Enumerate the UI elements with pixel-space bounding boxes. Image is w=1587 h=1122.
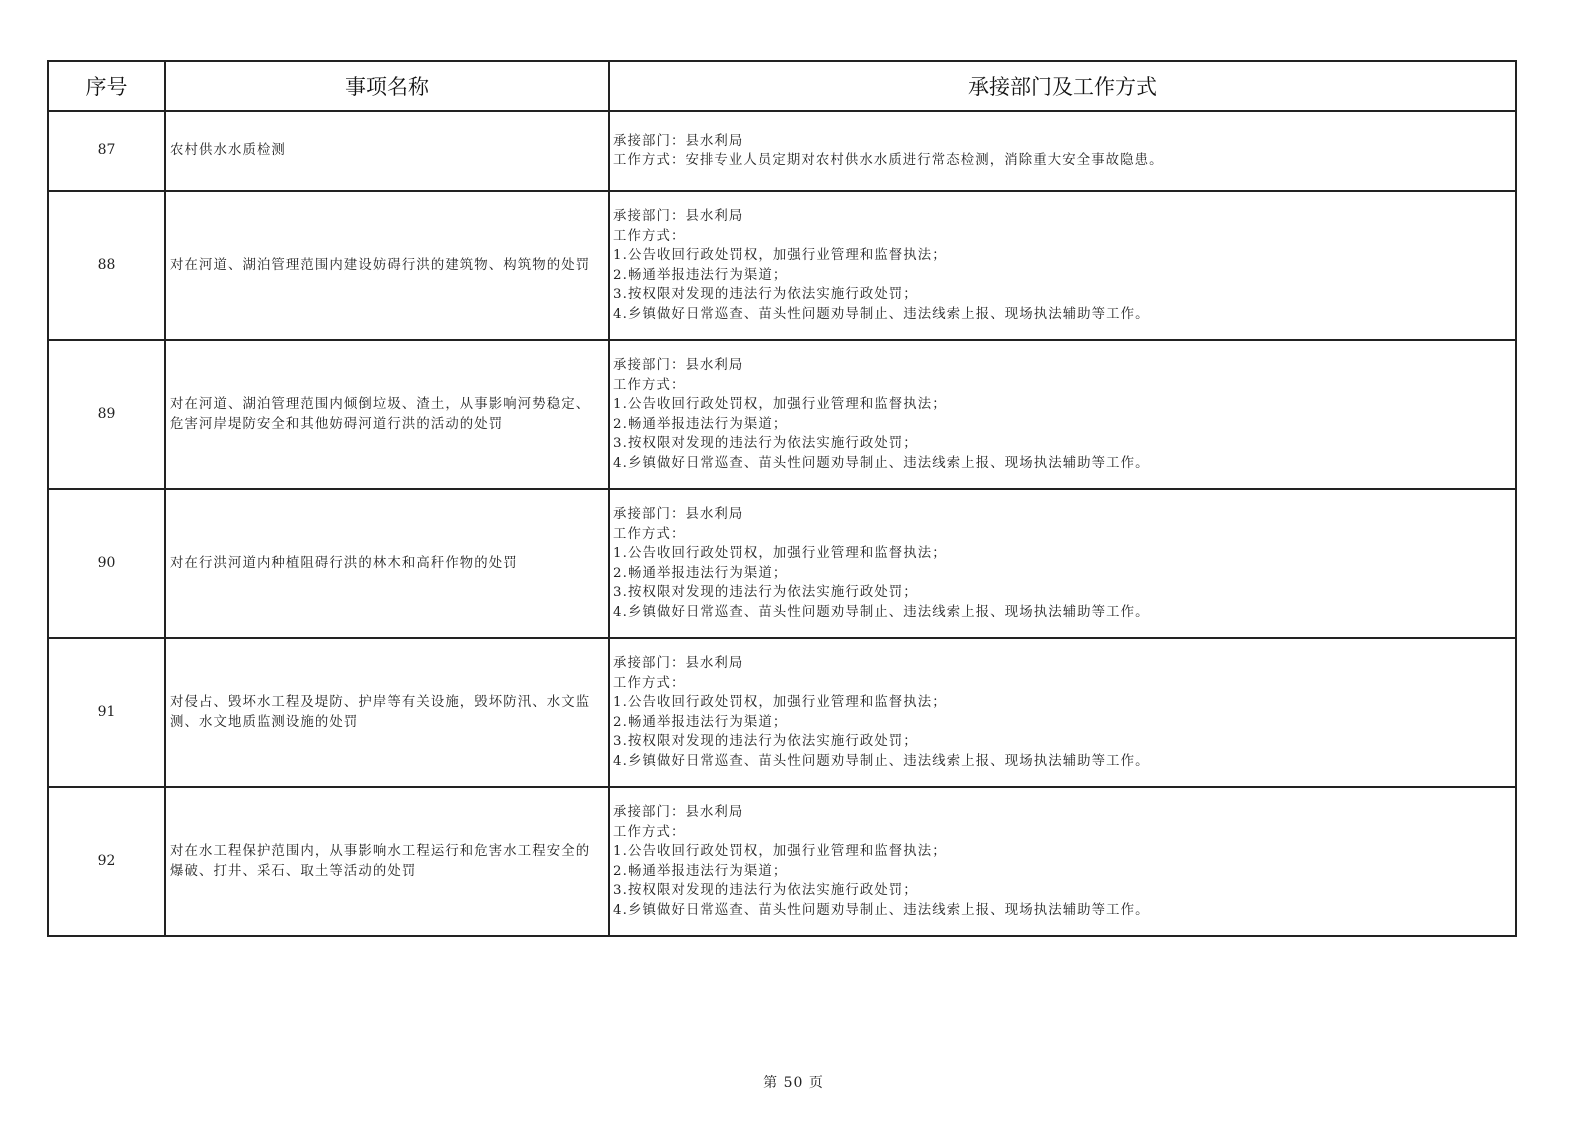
method-step-4: 4.乡镇做好日常巡查、苗头性问题劝导制止、违法线索上报、现场执法辅助等工作。 (613, 902, 1150, 918)
work-method-line: 工作方式：安排专业人员定期对农村供水水质进行常态检测，消除重大安全事故隐患。 (613, 153, 1164, 168)
method-step-2: 2.畅通举报违法行为渠道； (613, 714, 788, 730)
method-step-3: 3.按权限对发现的违法行为依法实施行政处罚； (613, 436, 918, 451)
work-method-line: 工作方式： (613, 675, 686, 691)
header-item-name: 事项名称 (165, 61, 609, 111)
method-step-1: 1.公告收回行政处罚权，加强行业管理和监督执法； (613, 844, 947, 859)
table-row (48, 191, 1516, 340)
serial-number-cell: 91 (48, 638, 165, 787)
method-step-1: 1.公告收回行政处罚权，加强行业管理和监督执法； (613, 248, 947, 263)
method-step-2: 2.畅通举报违法行为渠道； (613, 863, 788, 879)
serial-number-cell: 88 (48, 191, 165, 340)
header-row (48, 61, 1516, 111)
department-line: 承接部门：县水利局 (613, 133, 744, 149)
department-method-cell (609, 787, 1516, 936)
department-method-cell (609, 111, 1516, 191)
page-number: 第 50 页 (763, 1075, 824, 1091)
items-table (47, 60, 1517, 937)
method-step-3: 3.按权限对发现的违法行为依法实施行政处罚； (613, 287, 918, 302)
serial-number-cell: 90 (48, 489, 165, 638)
table-row (48, 787, 1516, 936)
work-method-line: 工作方式： (613, 228, 686, 244)
table-row (48, 340, 1516, 489)
item-name-cell: 对在行洪河道内种植阻碍行洪的林木和高秆作物的处罚 (165, 489, 609, 638)
department-method-cell (609, 340, 1516, 489)
header-serial-number: 序号 (48, 61, 165, 111)
serial-number-cell: 89 (48, 340, 165, 489)
item-name-cell: 对在水工程保护范围内，从事影响水工程运行和危害水工程安全的爆破、打井、采石、取土等活动的处罚 (165, 787, 609, 936)
department-method-cell (609, 489, 1516, 638)
table-row (48, 111, 1516, 191)
department-line: 承接部门：县水利局 (613, 358, 744, 373)
department-method-cell (609, 191, 1516, 340)
item-name-cell: 对在河道、湖泊管理范围内建设妨碍行洪的建筑物、构筑物的处罚 (165, 191, 609, 340)
item-name-cell: 对在河道、湖泊管理范围内倾倒垃圾、渣土，从事影响河势稳定、危害河岸堤防安全和其他妨碍河道行洪的活动的处罚 (165, 340, 609, 489)
serial-number-cell: 92 (48, 787, 165, 936)
method-step-3: 3.按权限对发现的违法行为依法实施行政处罚； (613, 734, 918, 749)
work-method-line: 工作方式： (613, 526, 686, 542)
method-step-1: 1.公告收回行政处罚权，加强行业管理和监督执法； (613, 397, 947, 412)
department-line: 承接部门：县水利局 (613, 507, 744, 522)
method-step-1: 1.公告收回行政处罚权，加强行业管理和监督执法； (613, 546, 947, 561)
method-step-1: 1.公告收回行政处罚权，加强行业管理和监督执法； (613, 695, 947, 710)
department-line: 承接部门：县水利局 (613, 805, 744, 820)
table-row (48, 638, 1516, 787)
method-step-3: 3.按权限对发现的违法行为依法实施行政处罚； (613, 883, 918, 898)
method-step-4: 4.乡镇做好日常巡查、苗头性问题劝导制止、违法线索上报、现场执法辅助等工作。 (613, 306, 1150, 322)
serial-number-cell: 87 (48, 111, 165, 191)
header-department-and-method: 承接部门及工作方式 (609, 61, 1516, 111)
method-step-4: 4.乡镇做好日常巡查、苗头性问题劝导制止、违法线索上报、现场执法辅助等工作。 (613, 753, 1150, 769)
item-name-cell: 农村供水水质检测 (165, 111, 609, 191)
method-step-3: 3.按权限对发现的违法行为依法实施行政处罚； (613, 585, 918, 600)
method-step-2: 2.畅通举报违法行为渠道； (613, 267, 788, 283)
method-step-4: 4.乡镇做好日常巡查、苗头性问题劝导制止、违法线索上报、现场执法辅助等工作。 (613, 455, 1150, 471)
department-line: 承接部门：县水利局 (613, 209, 744, 224)
method-step-2: 2.畅通举报违法行为渠道； (613, 565, 788, 581)
method-step-4: 4.乡镇做好日常巡查、苗头性问题劝导制止、违法线索上报、现场执法辅助等工作。 (613, 604, 1150, 620)
work-method-line: 工作方式： (613, 824, 686, 840)
department-line: 承接部门：县水利局 (613, 656, 744, 671)
work-method-line: 工作方式： (613, 377, 686, 393)
department-method-cell (609, 638, 1516, 787)
method-step-2: 2.畅通举报违法行为渠道； (613, 416, 788, 432)
item-name-cell: 对侵占、毁坏水工程及堤防、护岸等有关设施，毁坏防汛、水文监测、水文地质监测设施的处罚 (165, 638, 609, 787)
table-row (48, 489, 1516, 638)
